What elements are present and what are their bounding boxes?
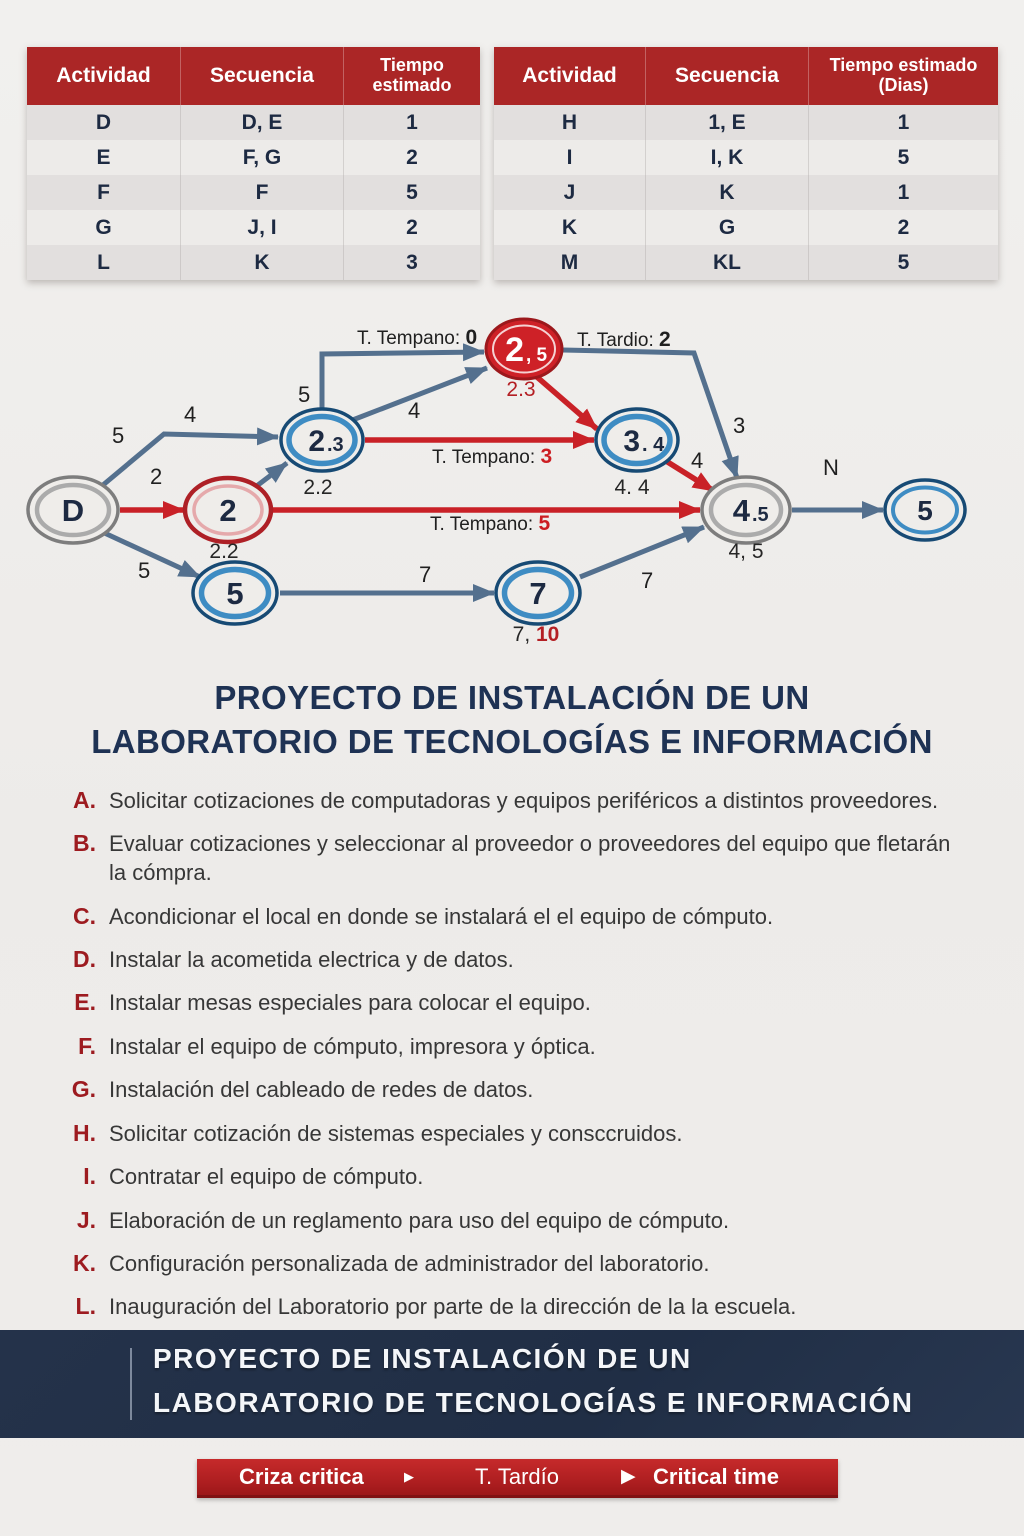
item-text: Evaluar cotizaciones y seleccionar al proveedor o proveedores del equipo que fletarán la cómpra. bbox=[109, 831, 951, 886]
svg-text:2: 2 bbox=[505, 331, 524, 369]
node-sublabel-2: 2.2 bbox=[209, 540, 239, 563]
node-sublabel-25: 2.3 bbox=[506, 378, 536, 401]
table-row bbox=[494, 105, 998, 140]
node-5-mid bbox=[193, 562, 277, 624]
header-actividad: Actividad bbox=[56, 64, 151, 88]
activity-list bbox=[60, 786, 965, 1336]
item-text: Acondicionar el local en donde se instalará el el equipo de cómputo. bbox=[109, 903, 774, 929]
arrow-right-icon: ▶ bbox=[621, 1466, 636, 1487]
table-cell: K bbox=[645, 175, 808, 210]
header-secuencia: Secuencia bbox=[180, 47, 343, 105]
node-4-5 bbox=[702, 477, 790, 543]
table-cell: D bbox=[95, 110, 112, 134]
edge-weight: 4 bbox=[184, 402, 197, 427]
list-item bbox=[60, 829, 965, 887]
node-2 bbox=[185, 478, 271, 542]
table-cell: G bbox=[645, 210, 808, 245]
node-3-4 bbox=[596, 409, 678, 471]
table-cell: 1 bbox=[343, 105, 480, 140]
table-cell: I bbox=[566, 145, 573, 169]
edge-weight: 7 bbox=[419, 562, 432, 587]
item-text: Instalar el equipo de cómputo, impresora y óptica. bbox=[109, 1033, 596, 1059]
list-item bbox=[60, 1206, 965, 1235]
table-cell: K bbox=[180, 245, 343, 280]
page-title bbox=[0, 676, 1024, 763]
edge-34-to-45-critical bbox=[666, 461, 714, 491]
table-cell: 5 bbox=[343, 175, 480, 210]
legend-bar bbox=[197, 1459, 838, 1498]
node-d bbox=[28, 477, 118, 543]
svg-text:5: 5 bbox=[226, 576, 244, 611]
header-actividad: Actividad bbox=[522, 64, 617, 88]
item-letter: F. bbox=[78, 1032, 96, 1059]
list-item bbox=[60, 1032, 965, 1061]
table-cell: F bbox=[180, 175, 343, 210]
table-cell: 5 bbox=[808, 140, 998, 175]
edge-weight: 5 bbox=[138, 558, 151, 583]
edge-weight: 4 bbox=[691, 448, 704, 473]
annotation-tempano-5: T. Tempano: 5 bbox=[430, 512, 551, 535]
edge-25-to-34-critical bbox=[537, 377, 597, 429]
footer-accent-line bbox=[130, 1348, 132, 1420]
table-cell: E bbox=[96, 145, 111, 169]
table-cell: 1 bbox=[808, 105, 998, 140]
table-cell: 1 bbox=[808, 175, 998, 210]
table-cell: L bbox=[97, 250, 110, 274]
table-cell: J bbox=[563, 180, 576, 204]
svg-text:7: 7 bbox=[529, 576, 547, 611]
svg-text:.5: .5 bbox=[752, 504, 769, 526]
item-letter: D. bbox=[73, 945, 96, 972]
table-row bbox=[494, 210, 998, 245]
node-2-3 bbox=[281, 409, 363, 471]
pert-network-diagram bbox=[0, 300, 1024, 680]
edge-weight: N bbox=[823, 455, 839, 480]
item-letter: B. bbox=[73, 830, 96, 857]
table-cell: 2 bbox=[343, 210, 480, 245]
footer-title-line1: PROYECTO DE INSTALACIÓN DE UN bbox=[153, 1343, 692, 1374]
list-item bbox=[60, 945, 965, 974]
table-cell: F, G bbox=[180, 140, 343, 175]
item-text: Instalar mesas especiales para colocar el equipo. bbox=[109, 990, 591, 1016]
svg-text:2: 2 bbox=[308, 425, 325, 458]
list-item bbox=[60, 988, 965, 1017]
item-text: Contratar el equipo de cómputo. bbox=[109, 1164, 424, 1190]
item-letter: E. bbox=[74, 989, 96, 1016]
node-sublabel-34: 4. 4 bbox=[614, 476, 650, 499]
item-text: Solicitar cotizaciones de computadoras y equipos periféricos a distintos proveedores. bbox=[109, 788, 939, 813]
edge-weight: 3 bbox=[733, 413, 746, 438]
table-cell: 2 bbox=[808, 210, 998, 245]
item-text: Solicitar cotización de sistemas especiales y consccruidos. bbox=[109, 1120, 683, 1146]
list-item bbox=[60, 1075, 965, 1104]
page-title-line2: LABORATORIO DE TECNOLOGÍAS E INFORMACIÓN bbox=[91, 722, 933, 760]
legend-tardio-label: T. Tardío bbox=[475, 1464, 559, 1489]
svg-text:4: 4 bbox=[732, 493, 750, 528]
footer-banner bbox=[0, 1330, 1024, 1438]
header-tiempo: Tiempo estimado bbox=[343, 47, 480, 105]
node-sublabel-7: 7, 10 bbox=[512, 623, 560, 646]
table-header-row bbox=[494, 47, 998, 105]
edge-weight: 2 bbox=[150, 464, 163, 489]
node-2-5 bbox=[486, 319, 562, 379]
list-item bbox=[60, 1292, 965, 1321]
table-cell: G bbox=[95, 215, 112, 239]
table-row bbox=[27, 105, 480, 140]
node-7 bbox=[496, 562, 580, 624]
footer-title-line2: LABORATORIO DE TECNOLOGÍAS E INFORMACIÓN bbox=[153, 1387, 914, 1418]
item-letter: J. bbox=[76, 1206, 96, 1233]
table-row bbox=[494, 140, 998, 175]
edge-weight: 5 bbox=[298, 382, 311, 407]
table-row bbox=[27, 210, 480, 245]
item-text: Instalación del cableado de redes de datos. bbox=[109, 1077, 534, 1103]
activity-table-right bbox=[494, 47, 998, 280]
svg-text:3: 3 bbox=[623, 425, 640, 458]
table-cell: 1, E bbox=[645, 105, 808, 140]
table-cell: 2 bbox=[343, 140, 480, 175]
table-row bbox=[27, 175, 480, 210]
table-cell: KL bbox=[645, 245, 808, 280]
table-cell: I, K bbox=[645, 140, 808, 175]
svg-text:2: 2 bbox=[219, 493, 237, 528]
item-text: Inauguración del Laboratorio por parte de la dirección de la la escuela. bbox=[109, 1294, 797, 1320]
table-cell: D, E bbox=[180, 105, 343, 140]
item-text: Elaboración de un reglamento para uso del equipo de cómputo. bbox=[109, 1207, 730, 1233]
item-letter: L. bbox=[75, 1293, 96, 1320]
node-sublabel-45: 4, 5 bbox=[728, 540, 764, 563]
table-cell: K bbox=[561, 215, 578, 239]
node-sublabel-23: 2.2 bbox=[303, 476, 333, 499]
arrow-right-icon: ▶ bbox=[404, 1469, 414, 1484]
item-letter: A. bbox=[73, 787, 96, 813]
table-cell: F bbox=[97, 180, 110, 204]
header-secuencia: Secuencia bbox=[645, 47, 808, 105]
list-item bbox=[60, 1249, 965, 1278]
list-item bbox=[60, 1119, 965, 1148]
list-item bbox=[60, 786, 965, 815]
svg-text:D: D bbox=[61, 493, 85, 528]
svg-text:.3: .3 bbox=[327, 434, 344, 456]
table-cell: J, I bbox=[180, 210, 343, 245]
table-cell: 5 bbox=[808, 245, 998, 280]
svg-text:. 4: . 4 bbox=[642, 434, 665, 456]
table-row bbox=[494, 175, 998, 210]
edge-weight: 4 bbox=[408, 398, 421, 423]
edge-2-to-23 bbox=[254, 463, 287, 488]
table-row bbox=[494, 245, 998, 280]
edge-weight: 5 bbox=[112, 423, 125, 448]
table-cell: M bbox=[560, 250, 579, 274]
item-text: Instalar la acometida electrica y de datos. bbox=[109, 946, 514, 972]
list-item bbox=[60, 1162, 965, 1191]
list-item bbox=[60, 902, 965, 931]
table-cell: 3 bbox=[343, 245, 480, 280]
item-text: Configuración personalizada de administrador del laboratorio. bbox=[109, 1251, 710, 1276]
item-letter: I. bbox=[83, 1163, 96, 1190]
table-row bbox=[27, 245, 480, 280]
item-letter: G. bbox=[71, 1076, 96, 1103]
item-letter: K. bbox=[73, 1250, 96, 1276]
page-title-line1: PROYECTO DE INSTALACIÓN DE UN bbox=[214, 679, 810, 716]
legend-critical-path-label: Criza critica bbox=[239, 1464, 364, 1489]
node-5-end bbox=[885, 480, 965, 540]
edge-weight: 7 bbox=[641, 568, 654, 593]
header-tiempo: Tiempo estimado (Dias) bbox=[808, 47, 998, 105]
activity-table-left bbox=[27, 47, 480, 280]
legend-critical-time-label: Critical time bbox=[653, 1464, 779, 1489]
item-letter: H. bbox=[73, 1119, 96, 1146]
table-row bbox=[27, 140, 480, 175]
annotation-tempano-0: T. Tempano: 0 bbox=[357, 326, 478, 349]
svg-text:, 5: , 5 bbox=[526, 345, 548, 366]
item-letter: C. bbox=[73, 902, 96, 929]
annotation-tardio-2: T. Tardio: 2 bbox=[577, 328, 671, 351]
svg-text:5: 5 bbox=[917, 495, 933, 526]
annotation-tempano-3: T. Tempano: 3 bbox=[432, 445, 553, 468]
table-header-row bbox=[27, 47, 480, 105]
table-cell: H bbox=[561, 110, 578, 134]
